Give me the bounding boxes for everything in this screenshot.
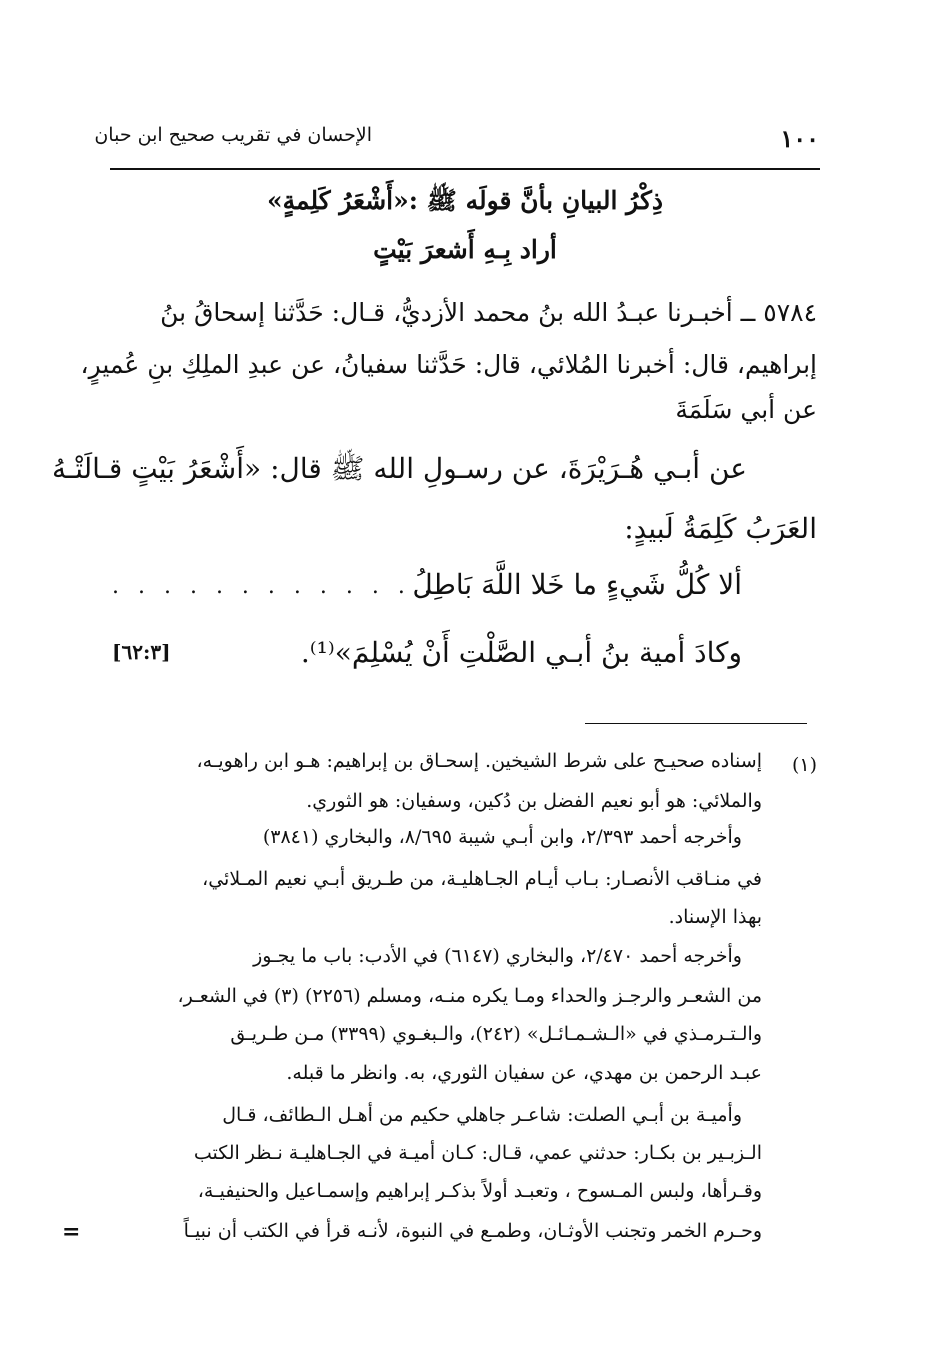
footnote-line: الـزبـير بن بكـار: حدثني عمي، قـال: كـان أميـة في الجـاهليـة نـظر الكتب — [193, 1142, 762, 1164]
verse-line-1: ألا كُلُّ شَيءٍ ما خَلا اللَّهَ بَاطِلُ — [412, 568, 742, 601]
page-number: ١٠٠ — [780, 124, 819, 153]
hadith-matn-line-1: عن أبـي هُـرَيْرَةَ، عن رسـولِ الله ﷺ قال: «أَشْعَرُ بَيْتٍ قـالَتْـهُ — [51, 452, 747, 485]
footnote-line: في منـاقب الأنصـار: بـاب أيـام الجـاهليـة، من طـريق أبـي نعيم المـلائي، — [202, 868, 762, 890]
footnote-line: إسناده صحيـح على شرط الشيخين. إسحـاق بن إبراهيم: هـو ابن راهويـه، — [196, 750, 762, 772]
footnote-line: بهذا الإسناد. — [668, 906, 762, 928]
hadith-isnad-line-3: عن أبي سَلَمَةَ — [675, 395, 817, 424]
hadith-isnad-line-2: إبراهيم، قال: أخبرنا المُلائي، قال: حَدَّثنا سفيانُ، عن عبدِ الملِكِ بنِ عُميرٍ، — [80, 350, 817, 379]
footnote-separator — [585, 723, 807, 724]
hadith-isnad-line-1: ٥٧٨٤ ــ أخبـرنا عبـدُ الله بنُ محمد الأزديُّ، قـال: حَدَّثنا إسحاقُ بنُ — [160, 298, 817, 327]
footnote-line: والملائي: هو أبو نعيم الفضل بن دُكين، وسفيان: هو الثوري. — [306, 790, 762, 812]
footnote-continued-mark: = — [62, 1219, 81, 1245]
footnote-line: وأميـة بن أبـي الصلت: شاعـر جاهلي حكيم من أهـل الـطائف، قـال — [222, 1104, 742, 1126]
hadith-matn-line-2: العَرَبُ كَلِمَةُ لَبيدٍ: — [624, 512, 817, 545]
footnote-line: وأخرجه أحمد ٢/٣٩٣، وابن أبـي شيبة ٨/٦٩٥، والبخاري (٣٨٤١) — [262, 826, 742, 848]
hadith-reference: [٦٢:٣] — [112, 640, 171, 664]
chapter-heading-line-1: ذِكْرُ البيانِ بأنَّ قولَه ﷺ :«أَشْعَرُ كَلِمةٍ» — [267, 186, 663, 215]
running-header-title: الإحسان في تقريب صحيح ابن حبان — [94, 124, 372, 146]
verse-ellipsis: . . . . . . . . . . . . . — [112, 574, 437, 599]
verse-line-2: وكادَ أمية بنُ أبـي الصَّلْتِ أَنْ يُسْلِمَ»⁽¹⁾. — [300, 636, 742, 669]
footnote-line: عبـد الرحمن بن مهدي، عن سفيان الثوري، به. وانظر ما قبله. — [286, 1062, 762, 1084]
footnote-line: والـتـرمـذي في «الـشـمـائـل» (٢٤٢)، والـبغـوي (٣٣٩٩) مـن طـريـق — [230, 1023, 762, 1045]
footnote-line: وأخرجه أحمد ٢/٤٧٠، والبخاري (٦١٤٧) في الأدب: باب ما يجـوز — [253, 945, 742, 967]
footnote-line: وقـرأها، ولبس المـسوح ، وتعبـد أولاً بذكـر إبراهيم وإسمـاعيل والحنيفيـة، — [197, 1180, 762, 1202]
footnote-line: من الشعـر والرجـز والحداء ومـا يكره منـه، ومسلم (٢٢٥٦) (٣) في الشعـر، — [177, 985, 762, 1007]
chapter-heading-line-2: أراد بِـهِ أَشعرَ بَيْتٍ — [373, 235, 557, 264]
footnote-marker: (١) — [791, 754, 817, 776]
footnote-line: وحـرم الخمر وتجنب الأوثـان، وطمـع في النبوة، لأنـه قرأ في الكتب أن نبيـاً — [183, 1220, 762, 1242]
header-divider — [110, 168, 820, 170]
